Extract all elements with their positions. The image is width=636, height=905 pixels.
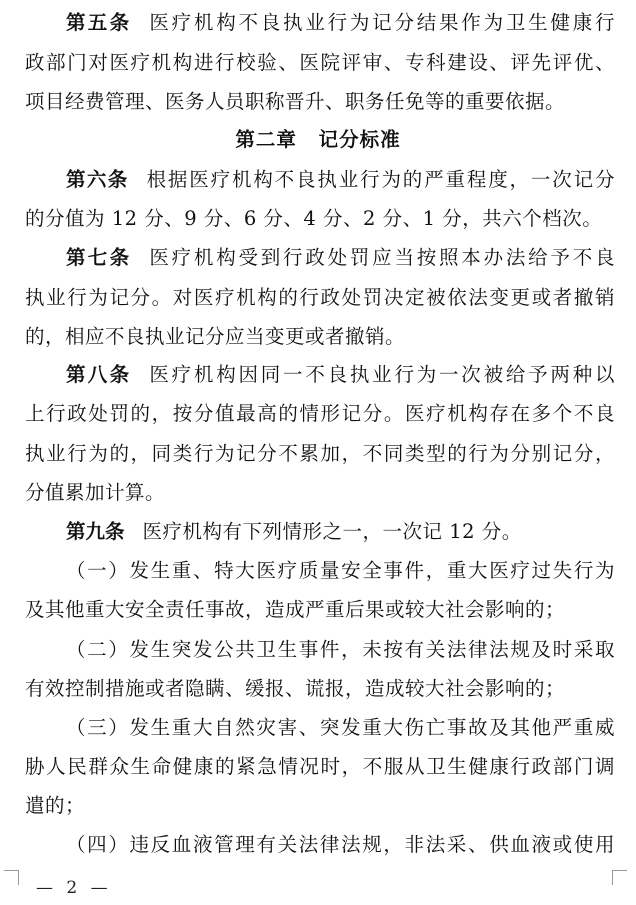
article-9-line-1: 第九条 医疗机构有下列情形之一，一次记 12 分。 (66, 520, 522, 543)
article-9-label: 第九条 (66, 520, 125, 543)
article-5-line-2: 政部门对医疗机构进行校验、医院评审、专科建设、评先评优、 (25, 51, 615, 74)
article-6-label: 第六条 (66, 168, 129, 191)
article-5-line-1: 第五条 医疗机构不良执业行为记分结果作为卫生健康行 (66, 11, 615, 34)
item-2-line-2: 有效控制措施或者隐瞒、缓报、谎报，造成较大社会影响的； (25, 677, 566, 700)
item-3-line-2: 胁人民群众生命健康的紧急情况时，不服从卫生健康行政部门调 (25, 755, 615, 778)
article-8-line-4: 分值累加计算。 (25, 481, 166, 504)
chapter-title: 第二章 记分标准 (235, 128, 401, 151)
article-5-label: 第五条 (66, 11, 132, 34)
item-1-line-1: （一）发生重、特大医疗质量安全事件，重大医疗过失行为 (66, 559, 615, 582)
article-8-line-1: 第八条 医疗机构因同一不良执业行为一次被给予两种以 (66, 363, 615, 386)
article-7-label: 第七条 (66, 246, 132, 269)
article-7-line-2: 执业行为记分。对医疗机构的行政处罚决定被依法变更或者撤销 (25, 286, 615, 309)
article-7-line-1: 第七条 医疗机构受到行政处罚应当按照本办法给予不良 (66, 246, 615, 269)
crop-mark-bottom-right (612, 870, 627, 885)
page-number: — 2 — (36, 878, 112, 898)
item-3-line-1: （三）发生重大自然灾害、突发重大伤亡事故及其他严重威 (66, 716, 615, 739)
item-4-line-1: （四）违反血液管理有关法律法规，非法采、供血液或使用 (66, 833, 615, 856)
article-8-label: 第八条 (66, 363, 132, 386)
article-5-line-3: 项目经费管理、医务人员职称晋升、职务任免等的重要依据。 (25, 90, 566, 113)
item-3-line-3: 遣的； (25, 794, 86, 817)
item-1-line-2: 及其他重大安全责任事故，造成严重后果或较大社会影响的； (25, 598, 566, 621)
article-8-line-2: 上行政处罚的，按分值最高的情形记分。医疗机构存在多个不良 (25, 402, 615, 425)
item-2-line-1: （二）发生突发公共卫生事件，未按有关法律法规及时采取 (66, 638, 615, 661)
crop-mark-bottom-left (4, 870, 19, 885)
article-7-line-3: 的，相应不良执业记分应当变更或者撤销。 (25, 325, 406, 348)
article-6-line-1: 第六条 根据医疗机构不良执业行为的严重程度，一次记分 (66, 168, 615, 191)
article-8-line-3: 执业行为的，同类行为记分不累加，不同类型的行为分别记分， (25, 442, 615, 465)
article-6-line-2: 的分值为 12 分、9 分、6 分、4 分、2 分、1 分，共六个档次。 (25, 207, 603, 230)
